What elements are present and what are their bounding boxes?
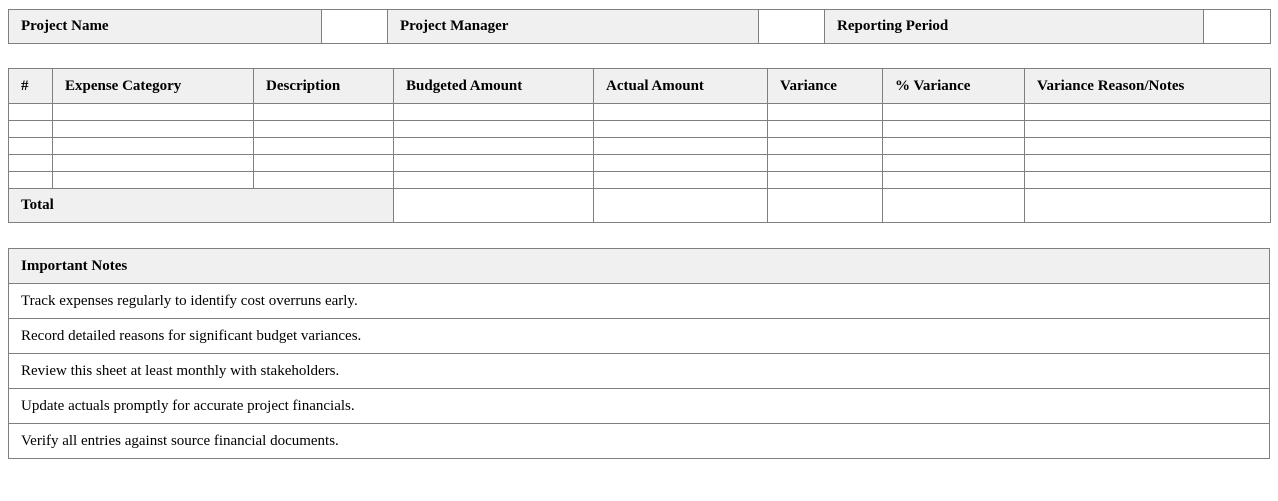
list-item xyxy=(9,424,1270,459)
table-row xyxy=(9,121,1271,138)
table-cell[interactable] xyxy=(394,172,594,189)
column-header-variance-notes: Variance Reason/Notes xyxy=(1025,69,1271,104)
table-cell[interactable] xyxy=(254,172,394,189)
list-item xyxy=(9,319,1270,354)
column-header-description: Description xyxy=(254,69,394,104)
reporting-period-field[interactable] xyxy=(1204,10,1271,44)
notes-title: Important Notes xyxy=(9,249,1270,284)
total-percent-variance-cell[interactable] xyxy=(883,189,1025,223)
table-cell[interactable] xyxy=(9,172,53,189)
total-label: Total xyxy=(9,189,394,223)
table-row xyxy=(9,138,1271,155)
column-header-budgeted-amount: Budgeted Amount xyxy=(394,69,594,104)
list-item xyxy=(9,389,1270,424)
list-item xyxy=(9,284,1270,319)
project-info-row xyxy=(9,10,1271,44)
table-cell[interactable] xyxy=(254,104,394,121)
table-cell[interactable] xyxy=(594,172,768,189)
table-cell[interactable] xyxy=(53,172,254,189)
table-row xyxy=(9,155,1271,172)
table-cell[interactable] xyxy=(254,121,394,138)
note-text: Verify all entries against source financial documents. xyxy=(9,424,1270,459)
column-header-variance: Variance xyxy=(768,69,883,104)
table-cell[interactable] xyxy=(594,121,768,138)
column-header-number: # xyxy=(9,69,53,104)
table-cell[interactable] xyxy=(9,104,53,121)
table-cell[interactable] xyxy=(768,155,883,172)
note-text: Update actuals promptly for accurate project financials. xyxy=(9,389,1270,424)
expense-header-row xyxy=(9,69,1271,104)
expense-table xyxy=(8,68,1271,223)
table-row xyxy=(9,172,1271,189)
important-notes-table xyxy=(8,248,1270,459)
column-header-actual-amount: Actual Amount xyxy=(594,69,768,104)
table-cell[interactable] xyxy=(394,138,594,155)
table-cell[interactable] xyxy=(594,138,768,155)
table-cell[interactable] xyxy=(883,104,1025,121)
table-cell[interactable] xyxy=(394,121,594,138)
project-name-field[interactable] xyxy=(322,10,388,44)
table-cell[interactable] xyxy=(9,121,53,138)
table-cell[interactable] xyxy=(1025,121,1271,138)
table-cell[interactable] xyxy=(9,155,53,172)
reporting-period-label: Reporting Period xyxy=(825,10,1204,44)
table-cell[interactable] xyxy=(1025,172,1271,189)
table-cell[interactable] xyxy=(53,138,254,155)
note-text: Review this sheet at least monthly with stakeholders. xyxy=(9,354,1270,389)
table-cell[interactable] xyxy=(768,121,883,138)
table-row xyxy=(9,104,1271,121)
table-cell[interactable] xyxy=(768,104,883,121)
table-cell[interactable] xyxy=(594,104,768,121)
table-cell[interactable] xyxy=(1025,138,1271,155)
table-cell[interactable] xyxy=(1025,155,1271,172)
table-cell[interactable] xyxy=(1025,104,1271,121)
project-manager-field[interactable] xyxy=(759,10,825,44)
table-cell[interactable] xyxy=(394,104,594,121)
table-cell[interactable] xyxy=(53,104,254,121)
table-cell[interactable] xyxy=(883,155,1025,172)
column-header-percent-variance: % Variance xyxy=(883,69,1025,104)
table-cell[interactable] xyxy=(883,172,1025,189)
table-cell[interactable] xyxy=(9,138,53,155)
total-variance-cell[interactable] xyxy=(768,189,883,223)
table-cell[interactable] xyxy=(53,121,254,138)
table-cell[interactable] xyxy=(594,155,768,172)
project-manager-label: Project Manager xyxy=(388,10,759,44)
table-cell[interactable] xyxy=(254,155,394,172)
table-cell[interactable] xyxy=(394,155,594,172)
table-cell[interactable] xyxy=(768,138,883,155)
total-actual-cell[interactable] xyxy=(594,189,768,223)
table-cell[interactable] xyxy=(53,155,254,172)
table-cell[interactable] xyxy=(883,138,1025,155)
total-notes-cell[interactable] xyxy=(1025,189,1271,223)
table-cell[interactable] xyxy=(883,121,1025,138)
project-info-table xyxy=(8,9,1271,44)
project-name-label: Project Name xyxy=(9,10,322,44)
table-cell[interactable] xyxy=(768,172,883,189)
total-budgeted-cell[interactable] xyxy=(394,189,594,223)
notes-header-row xyxy=(9,249,1270,284)
note-text: Record detailed reasons for significant budget variances. xyxy=(9,319,1270,354)
table-cell[interactable] xyxy=(254,138,394,155)
total-row xyxy=(9,189,1271,223)
column-header-expense-category: Expense Category xyxy=(53,69,254,104)
note-text: Track expenses regularly to identify cost overruns early. xyxy=(9,284,1270,319)
list-item xyxy=(9,354,1270,389)
